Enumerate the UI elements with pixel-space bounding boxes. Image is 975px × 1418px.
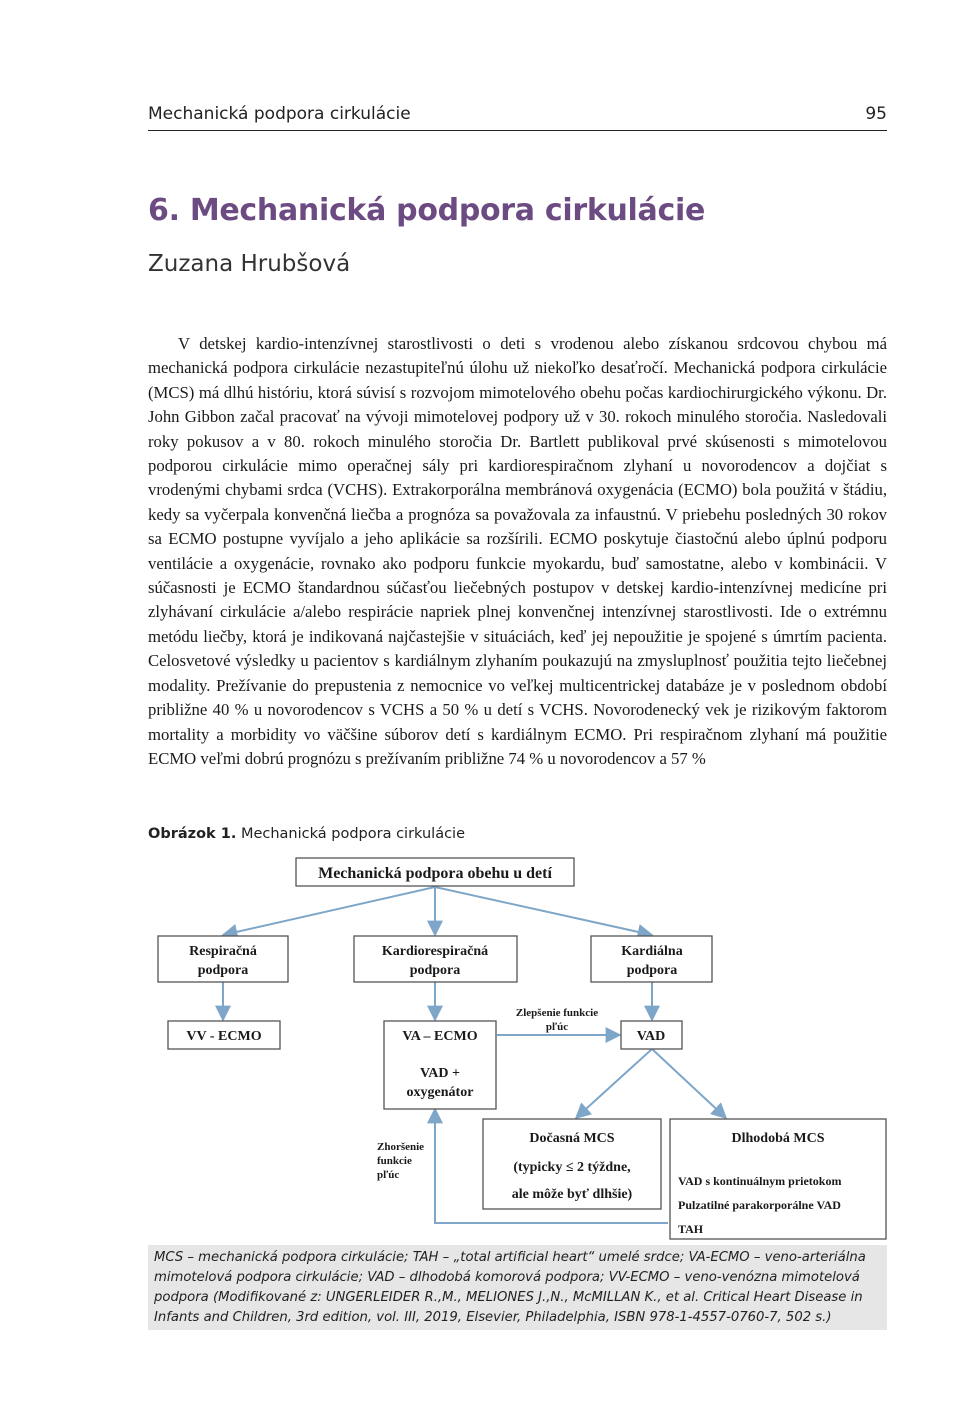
- text-kard-2: podpora: [626, 963, 678, 978]
- text-root: Mechanická podpora obehu u detí: [318, 865, 552, 882]
- arrow-vad-to-dlhodoba: [652, 1049, 726, 1118]
- text-kardioresp-1: Kardiorespiračná: [381, 944, 489, 959]
- text-kardioresp-2: podpora: [409, 963, 461, 978]
- arrow-root-to-resp: [223, 887, 435, 935]
- flowchart-diagram: [148, 850, 887, 1242]
- text-zlepsenie-1: Zlepšenie funkcie: [515, 1007, 599, 1019]
- text-resp-2: podpora: [197, 963, 249, 978]
- text-vad: VAD: [636, 1029, 666, 1044]
- text-dlhodoba-3: TAH: [678, 1222, 704, 1236]
- figure-label: Obrázok 1.: [148, 826, 237, 842]
- figure-caption-text: Mechanická podpora cirkulácie: [240, 826, 466, 842]
- chapter-title: 6. Mechanická podpora cirkulácie: [148, 193, 706, 228]
- text-zhorsenie-2: funkcie: [377, 1155, 412, 1167]
- arrow-vad-to-docasna: [576, 1049, 652, 1118]
- figure-caption: [148, 826, 465, 842]
- text-zhorsenie-1: Zhoršenie: [377, 1141, 425, 1153]
- text-dlhodoba-title: Dlhodobá MCS: [731, 1131, 825, 1146]
- text-zhorsenie-3: pľúc: [377, 1169, 400, 1181]
- arrow-root-to-kard: [435, 887, 652, 935]
- text-docasna-2: ale môže byť dlhšie): [511, 1187, 633, 1202]
- chapter-author: Zuzana Hrubšová: [148, 251, 351, 277]
- text-dlhodoba-1: VAD s kontinuálnym prietokom: [678, 1174, 842, 1188]
- running-title: Mechanická podpora cirkulácie: [148, 104, 411, 124]
- text-vv-ecmo: VV - ECMO: [186, 1029, 262, 1044]
- text-kard-1: Kardiálna: [621, 944, 683, 959]
- text-va-oxy-1: VAD +: [419, 1066, 461, 1081]
- text-dlhodoba-2: Pulzatilné parakorporálne VAD: [678, 1198, 841, 1212]
- text-docasna-1: (typicky ≤ 2 týždne,: [513, 1160, 631, 1175]
- text-va-ecmo: VA – ECMO: [402, 1029, 478, 1044]
- text-docasna-title: Dočasná MCS: [529, 1131, 615, 1146]
- running-header: [148, 100, 887, 131]
- text-zlepsenie-2: pľúc: [545, 1021, 569, 1033]
- text-va-oxy-2: oxygenátor: [406, 1085, 474, 1100]
- body-paragraph: V detskej kardio-intenzívnej starostlivosti o deti s vrodenou alebo získanou srdcovou chybou má mechanická podpora cirkulácie nezastupiteľnú úlohu už niekoľko desaťročí. Mechanická podpora cirkulácie (MCS) má dlhú históriu, ktorá súvisí s rozvojom mimotelového obehu počas kardiochirurgického výkonu. Dr. John Gibbon začal pracovať na vývoji mimotelovej podpory už v 30. rokoch minulého storočia. Nasledovali roky pokusov a v 80. rokoch minulého storočia Dr. Bartlett publikoval prvé skúsenosti s mimotelovou podporou cirkulácie mimo operačnej sály pri kardiorespiračnom zlyhaní u novorodencov a dojčiat s vrodenými chybami srdca (VCHS). Extrakorporálna membránová oxygenácia (ECMO) bola použitá v štádiu, kedy sa vyčerpala konvenčná liečba a prognóza sa považovala za infaustnú. V priebehu posledných 30 rokov sa ECMO postupne vyvíjalo a jeho aplikácie sa rozšírili. ECMO poskytuje čiastočnú alebo úplnú podporu ventilácie a oxygenácie, rovnako ako podporu funkcie myokardu, buď samostatne, alebo v kombinácii. V súčasnosti je ECMO štandardnou súčasťou liečebných postupov v detskej kardio-intenzívnej medicíne pri zlyhávaní cirkulácie a/alebo respirácie napriek plnej konvenčnej intenzívnej starostlivosti. Ide o extrémnu metódu liečby, ktorá je indikovaná najčastejšie v situáciách, keď jej nepoužitie je spojené s úmrtím pacienta. Celosvetové výsledky u pacientov s kardiálnym zlyhaním poukazujú na zmysluplnosť použitia tejto liečebnej modality. Prežívanie do prepustenia z nemocnice vo veľkej multicentrickej databáze je v poslednom období približne 40 % u novorodencov s VCHS a 50 % u detí s VCHS. Novorodenecký vek je rizikovým faktorom mortality a morbidity vo väčšine súborov detí s kardiálnym ECMO. Pri respiračnom zlyhaní má použitie ECMO veľmi dobrú prognózu s prežívaním približne 74 % u novorodencov a 57 %: [148, 334, 887, 768]
- page-number: 95: [865, 104, 887, 124]
- figure-legend: MCS – mechanická podpora cirkulácie; TAH – „total artificial heart“ umelé srdce; VA-ECMO – veno-arteriálna mimotelová podpora cirkulácie; VAD – dlhodobá komorová podpora; VV-ECMO – veno-venózna mimotelová podpora (Modifikované z: UNGERLEIDER R.,M., MELIONES J.,N., McMILLAN K., et al. Critical Heart Disease in Infants and Children, 3rd edition, vol. III, 2019, Elsevier, Philadelphia, ISBN 978-1-4557-0760-7, 502 s.): [148, 1245, 887, 1330]
- text-resp-1: Respiračná: [189, 944, 257, 959]
